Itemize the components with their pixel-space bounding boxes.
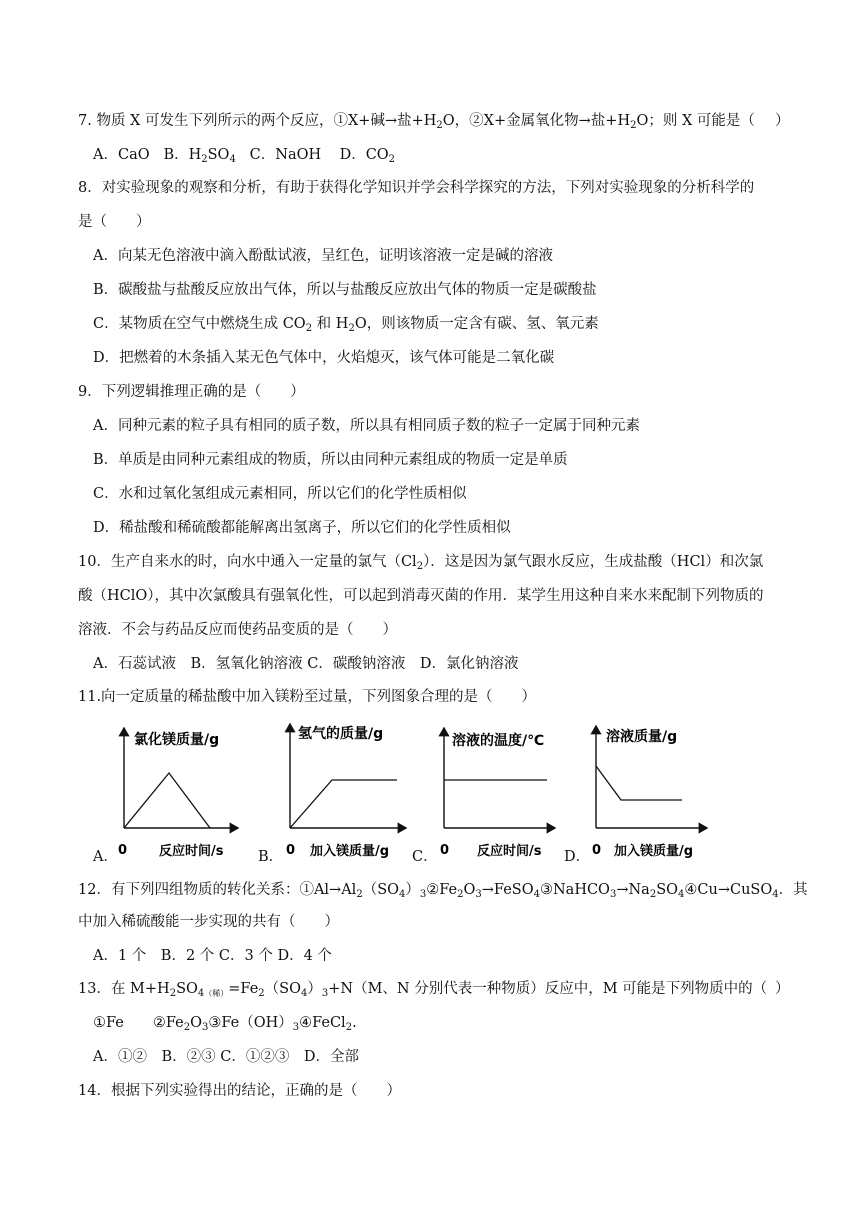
q9-option-d: D．稀盐酸和稀硫酸都能解离出氢离子，所以它们的化学性质相似 — [93, 520, 511, 536]
q12-stem-2: 中加入稀硫酸能一步实现的共有（ ） — [78, 914, 339, 930]
q10-stem-2: 酸（HClO），其中次氯酸具有强氧化性，可以起到消毒灭菌的作用．某学生用这种自来水来配制下列物质的 — [78, 588, 764, 604]
graph-b-curve — [290, 780, 397, 828]
graph-b-origin: 0 — [286, 843, 296, 858]
graph-d-origin: 0 — [592, 843, 602, 858]
q13-stem: 13．在 $M+H_2SO_{4(稀)}=Fe_2(SO_4)_3+N(M$、N 分别代表一种物质）反应中，M 可能是下列物质中的（ — [78, 981, 768, 999]
q12-options: A．1 个 B．2 个 C．3 个 D．4 个 — [93, 948, 332, 964]
q8-stem-2: 是（ ） — [78, 214, 151, 230]
q9-stem: 9．下列逻辑推理正确的是（ ） — [78, 384, 305, 400]
graph-d-ylabel: 溶液质量/g — [606, 729, 678, 745]
q7-stem: 7. 物质 X 可发生下列所示的两个反应，①X+碱→盐$+H_2O$，②X+金属氧化物→盐$+H_2O$；则 X 可能是（ — [78, 113, 755, 131]
graph-d — [592, 726, 707, 859]
q14-stem: 14．根据下列实验得出的结论，正确的是（ ） — [78, 1083, 401, 1099]
graph-b — [286, 724, 406, 859]
graph-a-xlabel: 反应时间/s — [159, 844, 224, 859]
q9-option-b: B．单质是由同种元素组成的物质，所以由同种元素组成的物质一定是单质 — [93, 452, 568, 468]
q10-stem-1: 10．生产自来水的时，向水中通入一定量的氯气$(Cl_2)$．这是因为氯气跟水反应，生成盐酸（HCl）和次氯 — [78, 554, 764, 572]
q7-options: A．CaO B．$H_2SO_4$ C．NaOH D．$CO_2$ — [93, 147, 396, 165]
q8-option-a: A．向某无色溶液中滴入酚酞试液，呈红色，证明该溶液一定是碱的溶液 — [93, 248, 553, 264]
q12-stem-1: 12．有下列四组物质的转化关系：$①Al\to Al_2(SO_4)_3②Fe_2O_3\to FeSO_4③NaHCO_3\to Na_2SO_4④Cu\to CuSO_4$．其 — [78, 882, 808, 900]
q8-stem-1: 8．对实验现象的观察和分析，有助于获得化学知识并学会科学探究的方法，下列对实验现象的分析科学的 — [78, 180, 755, 196]
graph-c-origin: 0 — [440, 843, 450, 858]
graph-c-ylabel: 溶液的温度/℃ — [452, 733, 545, 749]
q9-option-c: C．水和过氧化氢组成元素相同，所以它们的化学性质相似 — [93, 486, 467, 502]
q9-option-a: A．同种元素的粒子具有相同的质子数，所以具有相同质子数的粒子一定属于同种元素 — [93, 418, 640, 434]
q11-stem: 11.向一定质量的稀盐酸中加入镁粉至过量，下列图象合理的是（ ） — [78, 689, 537, 705]
graph-d-curve — [596, 766, 682, 800]
q13-options: A．①② B．②③ C．①②③ D．全部 — [93, 1049, 359, 1065]
q10-options: A．石蕊试液 B．氢氧化钠溶液 C．碳酸钠溶液 D．氯化钠溶液 — [93, 656, 519, 672]
graph-d-xlabel: 加入镁质量/g — [614, 844, 694, 859]
graph-c-xlabel: 反应时间/s — [477, 844, 542, 859]
q13-items: ①Fe $②Fe_2O_3③Fe(OH)_3④FeCl_2$. — [93, 1015, 357, 1033]
q11-letter-c: C． — [412, 849, 438, 865]
q8-option-d: D．把燃着的木条插入某无色气体中，火焰熄灭，该气体可能是二氧化碳 — [93, 350, 555, 366]
q13-stem-close: ） — [775, 981, 790, 997]
graph-a — [118, 728, 238, 859]
graph-b-ylabel: 氢气的质量/g — [298, 726, 384, 742]
graph-b-xlabel: 加入镁质量/g — [310, 844, 390, 859]
q11-letter-a: A． — [93, 849, 118, 865]
q11-letter-d: D． — [564, 849, 591, 865]
graph-c — [440, 728, 555, 859]
q8-option-b: B．碳酸盐与盐酸反应放出气体，所以与盐酸反应放出气体的物质一定是碳酸盐 — [93, 282, 597, 298]
graph-a-ylabel: 氯化镁质量/g — [134, 732, 220, 748]
q11-letter-b: B． — [258, 849, 284, 865]
q7-stem-close: ） — [775, 113, 790, 129]
q10-stem-3: 溶液．不会与药品反应而使药品变质的是（ ） — [78, 622, 397, 638]
q11-graphs — [0, 718, 860, 888]
graph-a-curve — [124, 773, 210, 828]
q8-option-c: C．某物质在空气中燃烧生成 $CO_2$ 和 $H_2O$，则该物质一定含有碳、氢、氧元素 — [93, 316, 599, 334]
graph-a-origin: 0 — [118, 843, 128, 858]
